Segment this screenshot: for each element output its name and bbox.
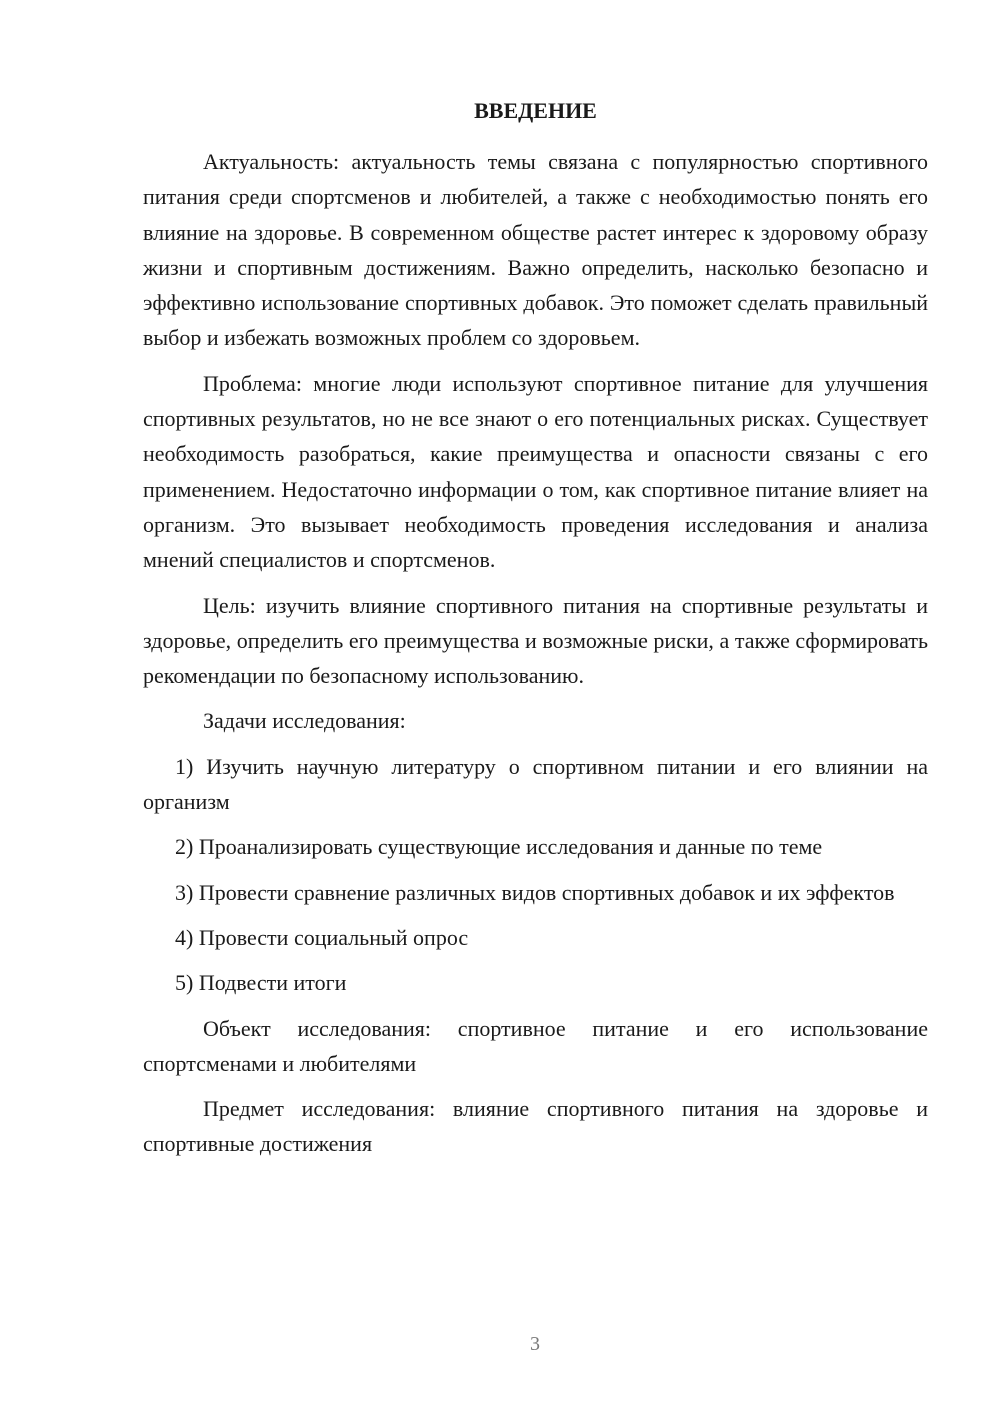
section-heading: ВВЕДЕНИЕ	[474, 98, 597, 123]
page-number: 3	[530, 1333, 540, 1355]
task-item-4: 4) Провести социальный опрос	[175, 924, 469, 950]
object-paragraph: Объект исследования: спортивное питание и его использование спортсменами и любителями	[143, 1015, 928, 1076]
subject-paragraph: Предмет исследования: влияние спортивного питания на здоровье и спортивные достижения	[143, 1096, 928, 1157]
task-item-1: 1) Изучить научную литературу о спортивном питании и его влиянии на организм	[143, 753, 928, 815]
task-item-3: 3) Провести сравнение различных видов спортивных добавок и их эффектов	[175, 879, 895, 905]
relevance-paragraph: Актуальность: актуальность темы связана с популярностью спортивного питания среди спортсменов и любителей, а также с необходимостью понять его влияние на здоровье. В современном обществе растет интерес к здоровому образу жизни и спортивным достижениям. Важно определить, насколько безопасно и эффективно использование спортивных добавок. Это поможет сделать правильный выбор и избежать возможных проблем со здоровьем.	[143, 149, 928, 351]
document-page	[143, 96, 928, 1172]
goal-paragraph: Цель: изучить влияние спортивного питания на спортивные результаты и здоровье, определить его преимущества и возможные риски, а также сформировать рекомендации по безопасному использованию.	[143, 592, 928, 689]
tasks-title: Задачи исследования:	[203, 708, 406, 734]
task-item-2: 2) Проанализировать существующие исследования и данные по теме	[175, 834, 823, 860]
problem-paragraph: Проблема: многие люди используют спортивное питание для улучшения спортивных результатов, но не все знают о его потенциальных рисках. Существует необходимость разобраться, какие преимущества и опасности связаны с его применением. Недостаточно информации о том, как спортивное питание влияет на организм. Это вызывает необходимость проведения исследования и анализа мнений специалистов и спортсменов.	[143, 370, 928, 573]
task-item-5: 5) Подвести итоги	[175, 970, 347, 996]
